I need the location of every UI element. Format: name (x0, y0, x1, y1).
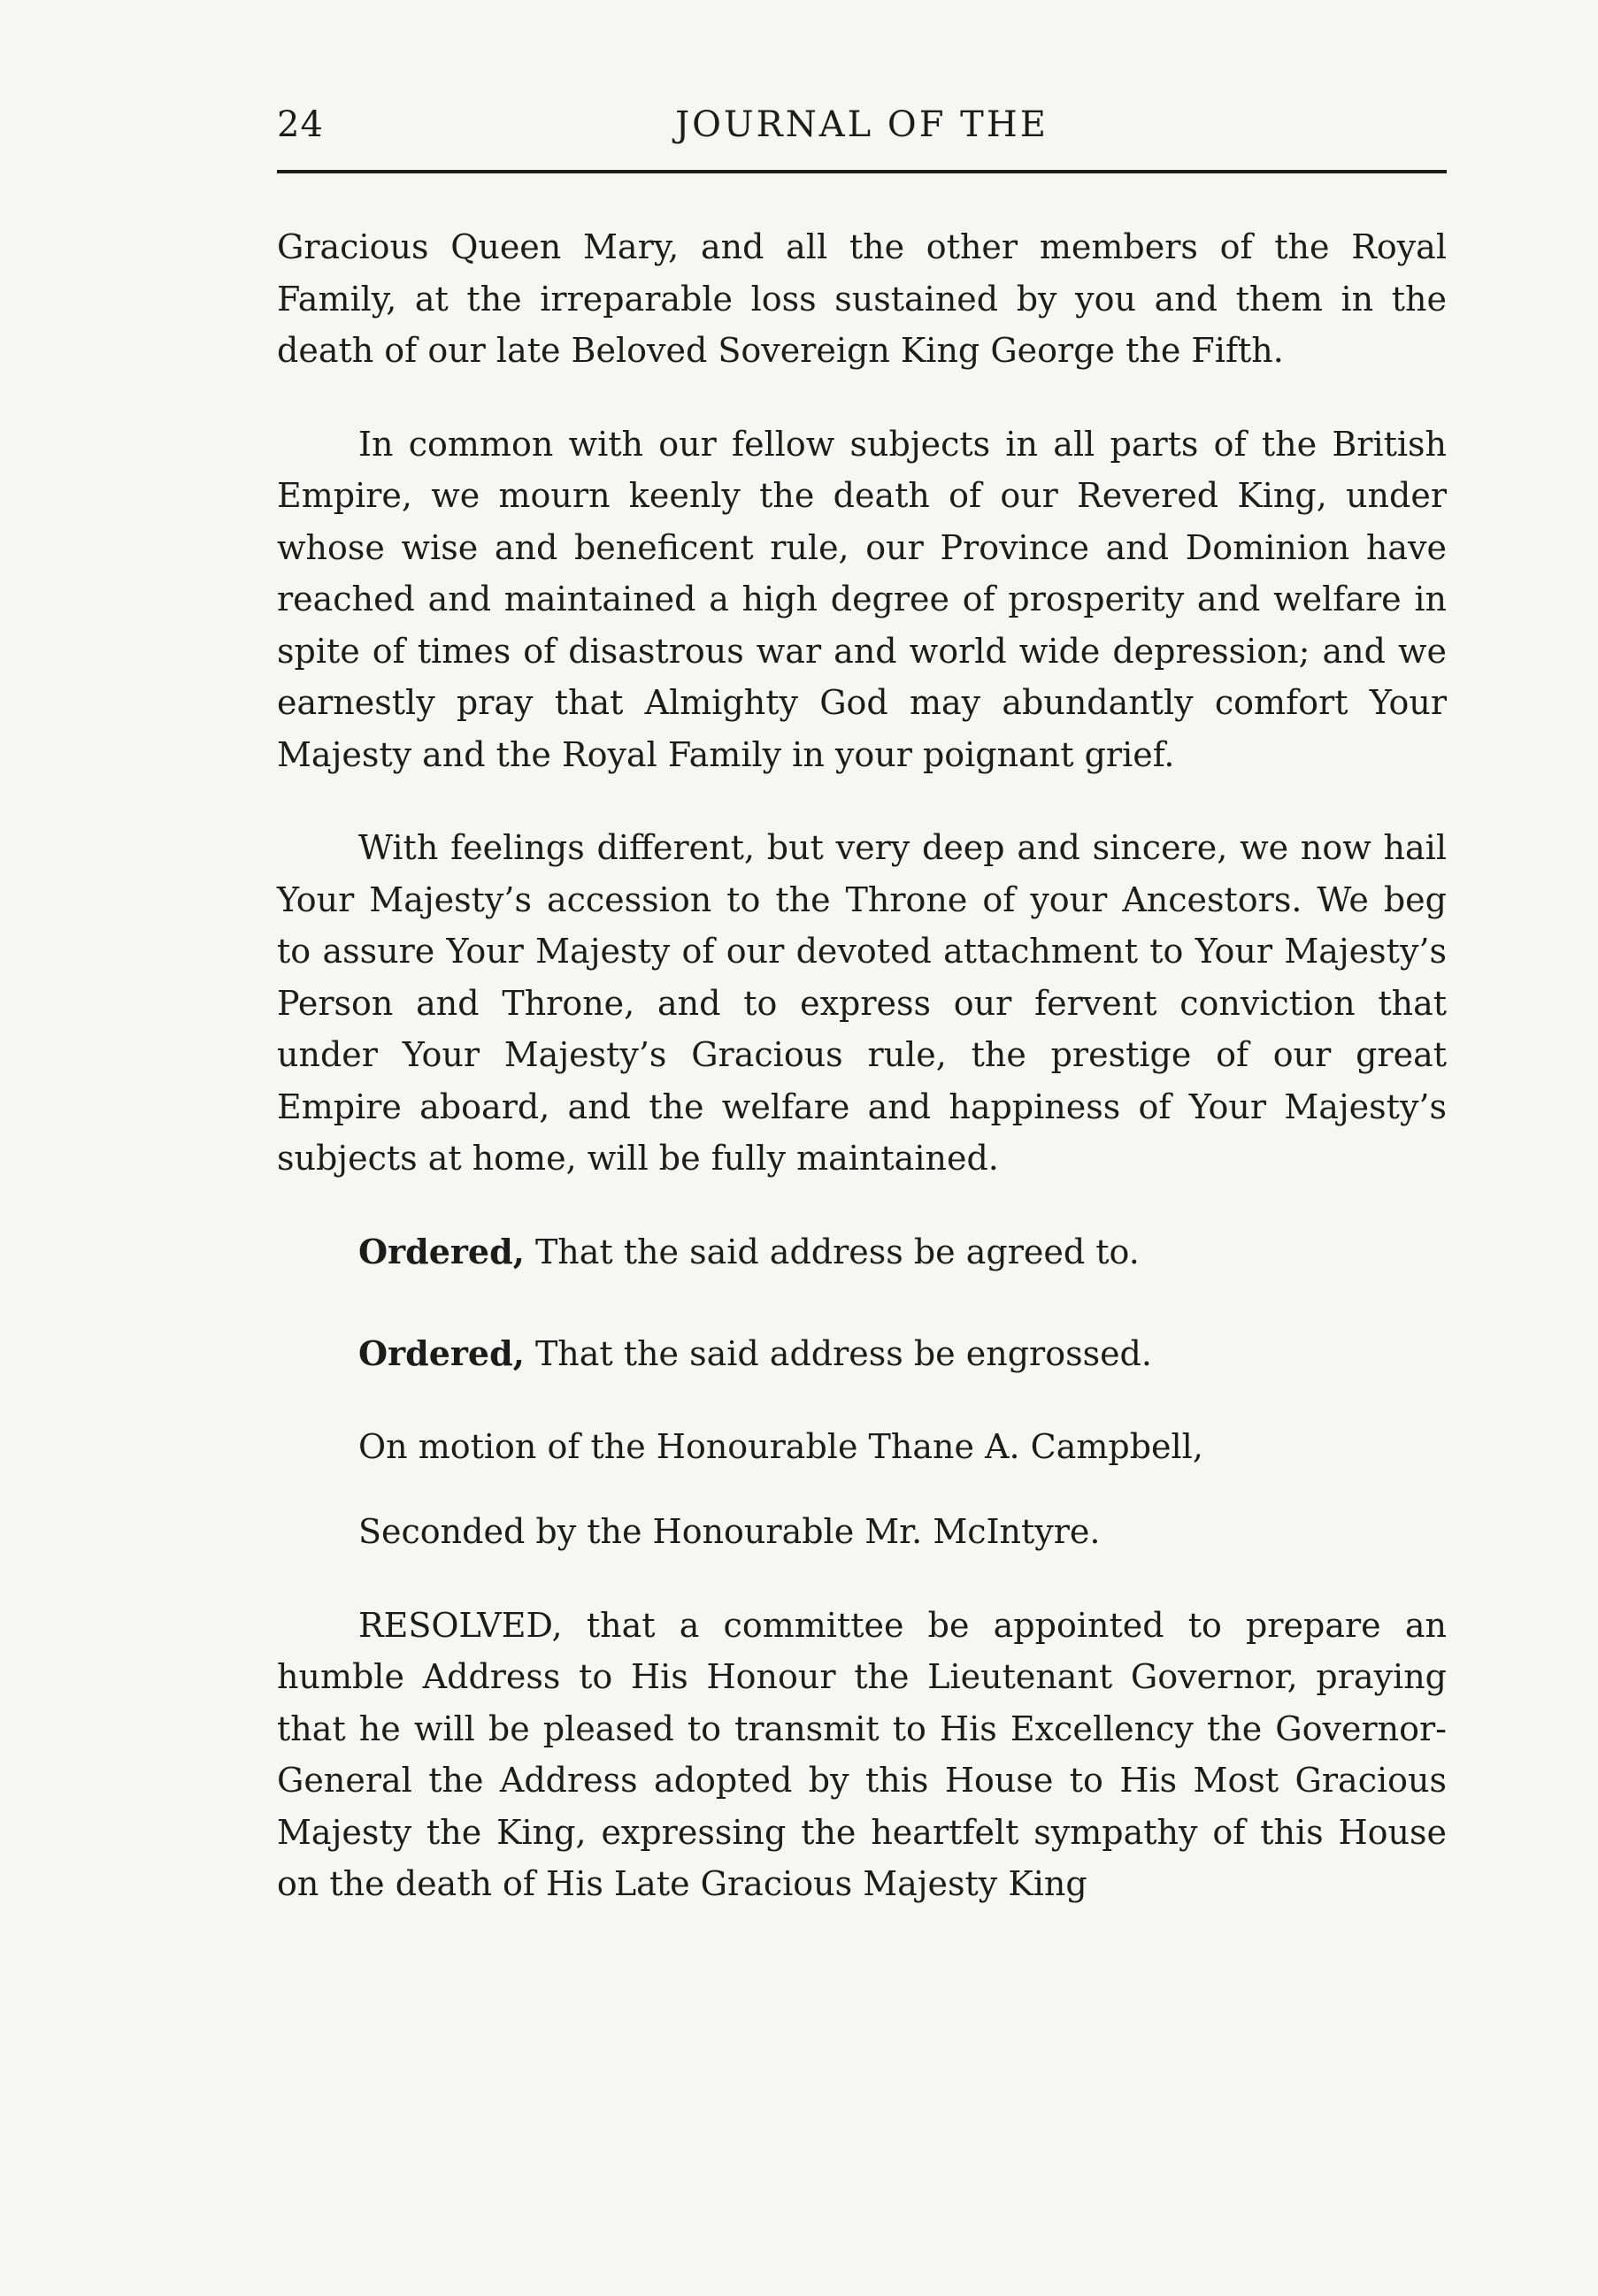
paragraph-resolved: RESOLVED, that a committee be appointed to prepare an humble Address to His Honour the Lieutenant Governor, praying that he will be pleased to transmit to His Excellency the Governor-General the Address adopted by this House to His Most Gracious Majesty the King, expressing the heartfelt sympathy of this House on the death of His Late Gracious Majesty King (277, 1605, 1447, 1903)
order-agreed-lead: Ordered, (358, 1231, 525, 1271)
running-head: JOURNAL OF THE (675, 104, 1049, 145)
order-engrossed-lead: Ordered, (358, 1333, 525, 1373)
paragraph-accession: With feelings different, but very deep and sincere, we now hail Your Majesty’s accession to the Throne of your Ancestors. We beg to assure Your Majesty of our devoted attachment to Your Majesty’s Person and Throne, and to express our fervent conviction that under Your Majesty’s Gracious rule, the prestige of our great Empire aboard, and the welfare and happiness of Your Majesty’s subjects at home, will be fully maintained. (277, 828, 1447, 1178)
seconded-line: Seconded by the Honourable Mr. McIntyre. (358, 1512, 1101, 1551)
journal-page (277, 0, 1447, 2296)
page-header (277, 104, 1447, 157)
order-engrossed-text: That the said address be engrossed. (524, 1334, 1152, 1373)
page-number: 24 (277, 104, 324, 145)
paragraph-continued: Gracious Queen Mary, and all the other members of the Royal Family, at the irreparable loss sustained by you and them in the death of our late Beloved Sovereign King George the Fifth. (277, 227, 1447, 370)
order-engrossed (277, 1328, 1447, 1380)
motion-line: On motion of the Honourable Thane A. Campbell, (358, 1426, 1203, 1466)
paragraph-mourning: In common with our fellow subjects in all parts of the British Empire, we mourn keenly the death of our Revered King, under whose wise and beneficent rule, our Province and Dominion have reached and maintained a high degree of prosperity and welfare in spite of times of disastrous war and world wide depression; and we earnestly pray that Almighty God may abundantly comfort Your Majesty and the Royal Family in your poignant grief. (277, 424, 1447, 774)
order-agreed (277, 1226, 1447, 1279)
order-agreed-text: That the said address be agreed to. (524, 1232, 1140, 1271)
body-text (277, 221, 1447, 1910)
header-rule (277, 170, 1447, 173)
